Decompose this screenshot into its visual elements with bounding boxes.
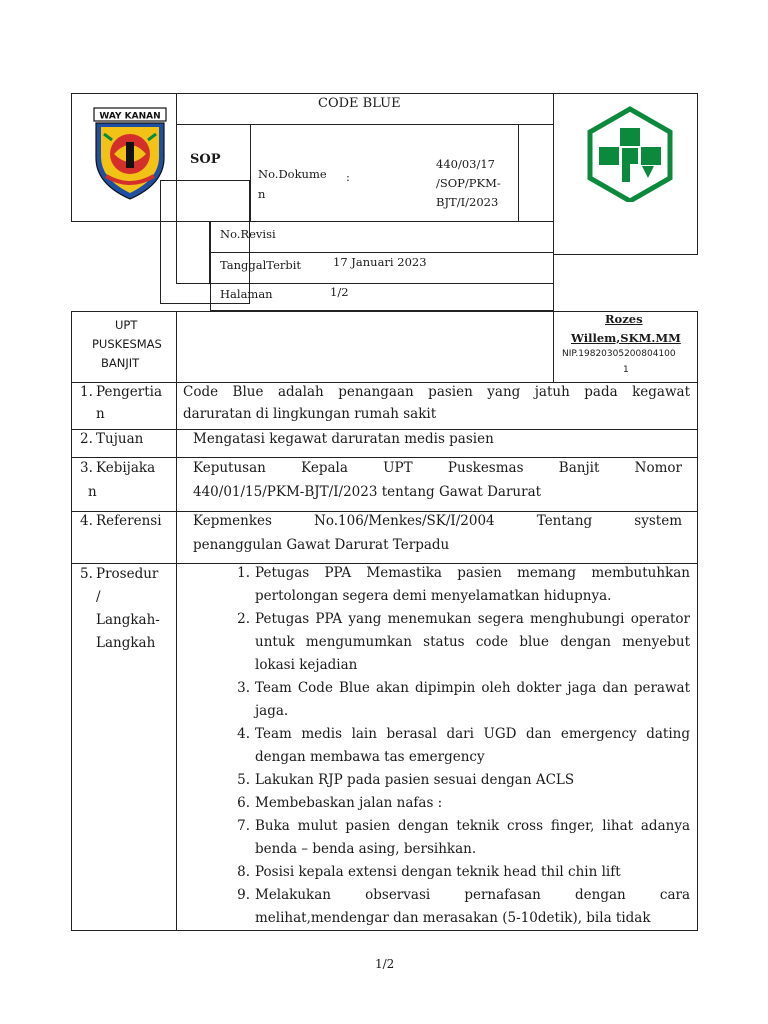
tujuan-label: Tujuan <box>96 431 144 447</box>
referensi-number: 4. <box>80 513 93 529</box>
step-text: Melakukan observasi pernafasan dengan cara melihat,mendengar dan merasakan (5-10detik), bila tidak <box>255 887 690 926</box>
no-dokumen-label-cont: n <box>258 187 266 201</box>
step-text: Team medis lain berasal dari UGD dan emergency dating dengan membawa tas emergency <box>255 726 690 765</box>
step-number: 2. <box>237 611 250 627</box>
prosedur-label-3: Langkah- <box>96 612 160 628</box>
step-number: 4. <box>237 726 250 742</box>
signer-nip-2: 1 <box>623 365 629 375</box>
procedure-step <box>228 677 690 723</box>
step-number: 9. <box>237 887 250 903</box>
no-dokumen-value-1: 440/03/17 <box>436 157 495 171</box>
step-number: 1. <box>237 565 250 581</box>
signer-nip-1: NIP.19820305200804100 <box>562 349 676 359</box>
way-kanan-emblem-icon <box>92 106 168 202</box>
procedure-step <box>228 815 690 861</box>
kebijakan-label: Kebijaka <box>96 460 156 476</box>
procedure-step <box>228 792 690 815</box>
referensi-label: Referensi <box>96 513 162 529</box>
procedure-step <box>228 562 690 608</box>
step-number: 5. <box>237 772 250 788</box>
step-text: Team Code Blue akan dipimpin oleh dokter jaga dan perawat jaga. <box>255 680 690 719</box>
halaman-label: Halaman <box>220 287 273 301</box>
kebijakan-line-1: Keputusan Kepala UPT Puskesmas Banjit Nomor <box>193 460 682 476</box>
org-line-2: PUSKESMAS <box>92 337 162 351</box>
step-text: Lakukan RJP pada pasien sesuai dengan ACLS <box>255 772 575 788</box>
procedure-step <box>228 861 690 884</box>
pengertian-line-2: daruratan di lingkungan rumah sakit <box>183 406 437 422</box>
kebijakan-label-cont: n <box>88 484 97 500</box>
signer-name-1: Rozes <box>605 312 643 326</box>
step-number: 7. <box>237 818 250 834</box>
step-text: Petugas PPA yang menemukan segera menghubungi operator untuk mengumumkan status code blue dengan menyebut lokasi kejadian <box>255 611 690 673</box>
prosedur-label-4: Langkah <box>96 635 156 651</box>
empty-middle-cell <box>176 311 554 383</box>
prosedur-number: 5. <box>80 566 93 582</box>
tujuan-line-1: Mengatasi kegawat daruratan medis pasien <box>193 431 494 447</box>
stray-box-inner <box>176 221 210 284</box>
org-line-1: UPT <box>115 318 138 332</box>
pengertian-number: 1. <box>80 384 93 400</box>
pengertian-label: Pengertia <box>96 384 163 400</box>
step-number: 6. <box>237 795 250 811</box>
procedure-step <box>228 769 690 792</box>
prosedur-label-2: / <box>96 589 101 605</box>
step-number: 8. <box>237 864 250 880</box>
no-dokumen-value-3: BJT/I/2023 <box>436 195 499 209</box>
procedure-step <box>228 608 690 677</box>
referensi-line-2: penanggulan Gawat Darurat Terpadu <box>193 537 450 553</box>
pengertian-label-cont: n <box>96 406 105 422</box>
signer-name-2: Willem,SKM.MM <box>571 331 681 345</box>
procedure-steps-list <box>228 562 690 930</box>
tanggal-terbit-label: TanggalTerbit <box>220 258 302 272</box>
no-dokumen-label: No.Dokume <box>258 167 327 181</box>
kebijakan-number: 3. <box>80 460 93 476</box>
procedure-step <box>228 884 690 930</box>
prosedur-label-1: Prosedur <box>96 566 159 582</box>
step-text: Petugas PPA Memastika pasien memang membutuhkan pertolongan segera demi menyelamatkan hidupnya. <box>255 565 690 604</box>
document-title: CODE BLUE <box>318 96 401 111</box>
kebijakan-line-2: 440/01/15/PKM-BJT/I/2023 tentang Gawat Darurat <box>193 484 542 500</box>
step-text: Membebaskan jalan nafas : <box>255 795 443 811</box>
halaman-value: 1/2 <box>330 285 349 299</box>
tujuan-number: 2. <box>80 431 93 447</box>
step-text: Buka mulut pasien dengan teknik cross finger, lihat adanya benda – benda asing, bersihkan. <box>255 818 690 857</box>
no-revisi-label: No.Revisi <box>220 227 276 241</box>
tanggal-terbit-value: 17 Januari 2023 <box>333 255 427 269</box>
referensi-line-1: Kepmenkes No.106/Menkes/SK/I/2004 Tentang system <box>193 513 682 529</box>
puskesmas-cross-logo-icon <box>582 106 678 202</box>
no-dokumen-colon: : <box>346 170 350 184</box>
pengertian-line-1: Code Blue adalah penangaan pasien yang jatuh pada kegawat <box>183 384 690 400</box>
no-dokumen-value-2: /SOP/PKM- <box>436 176 501 190</box>
step-text: Posisi kepala extensi dengan teknik head thil chin lift <box>255 864 621 880</box>
procedure-step <box>228 723 690 769</box>
footer-page-number: 1/2 <box>375 957 395 971</box>
sop-label: SOP <box>190 152 221 167</box>
regency-banner: WAY KANAN <box>99 111 161 122</box>
org-line-3: BANJIT <box>101 356 140 370</box>
step-number: 3. <box>237 680 250 696</box>
